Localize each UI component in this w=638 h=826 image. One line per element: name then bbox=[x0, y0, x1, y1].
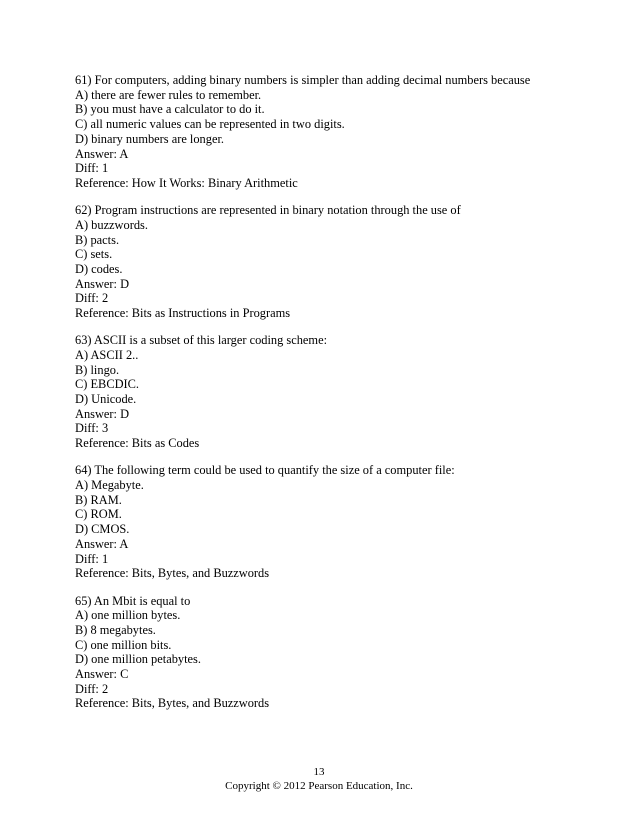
question-stem: 64) The following term could be used to quantify the size of a computer file: bbox=[75, 463, 455, 478]
reference: Reference: Bits as Codes bbox=[75, 436, 200, 451]
answer-option-b: B) 8 megabytes. bbox=[75, 622, 156, 637]
answer-option-a: A) Megabyte. bbox=[75, 478, 144, 493]
answer-key: Answer: D bbox=[75, 276, 130, 291]
question-list bbox=[75, 73, 615, 724]
answer-option-a: A) buzzwords. bbox=[75, 217, 148, 232]
question-stem: 63) ASCII is a subset of this larger coding scheme: bbox=[75, 333, 328, 348]
difficulty: Diff: 1 bbox=[75, 551, 109, 566]
question-stem: 65) An Mbit is equal to bbox=[75, 593, 191, 608]
page-number: 13 bbox=[313, 766, 325, 778]
answer-option-c: C) one million bits. bbox=[75, 637, 172, 652]
difficulty: Diff: 1 bbox=[75, 161, 109, 176]
answer-key: Answer: A bbox=[75, 536, 129, 551]
answer-option-d: D) CMOS. bbox=[75, 522, 130, 537]
answer-option-c: C) EBCDIC. bbox=[75, 377, 140, 392]
reference: Reference: Bits as Instructions in Programs bbox=[75, 306, 291, 321]
answer-key: Answer: A bbox=[75, 146, 129, 161]
question-63 bbox=[75, 333, 615, 451]
difficulty: Diff: 2 bbox=[75, 681, 109, 696]
answer-option-a: A) one million bytes. bbox=[75, 608, 181, 623]
difficulty: Diff: 2 bbox=[75, 291, 109, 306]
copyright-notice: Copyright © 2012 Pearson Education, Inc. bbox=[225, 780, 413, 792]
answer-option-a: A) there are fewer rules to remember. bbox=[75, 87, 262, 102]
answer-option-c: C) all numeric values can be represented in two digits. bbox=[75, 117, 345, 132]
answer-option-b: B) pacts. bbox=[75, 232, 120, 247]
answer-option-b: B) lingo. bbox=[75, 362, 120, 377]
answer-option-d: D) codes. bbox=[75, 261, 123, 276]
reference: Reference: How It Works: Binary Arithmetic bbox=[75, 175, 298, 190]
question-61 bbox=[75, 73, 615, 191]
answer-option-b: B) RAM. bbox=[75, 492, 122, 507]
question-62 bbox=[75, 203, 615, 321]
question-64 bbox=[75, 463, 615, 581]
difficulty: Diff: 3 bbox=[75, 421, 109, 436]
answer-key: Answer: D bbox=[75, 406, 130, 421]
answer-option-d: D) Unicode. bbox=[75, 392, 137, 407]
question-65 bbox=[75, 594, 615, 712]
question-stem: 61) For computers, adding binary numbers is simpler than adding decimal numbers because bbox=[75, 73, 531, 87]
answer-option-c: C) ROM. bbox=[75, 507, 122, 522]
answer-option-d: D) one million petabytes. bbox=[75, 652, 201, 667]
answer-option-b: B) you must have a calculator to do it. bbox=[75, 102, 265, 117]
answer-option-c: C) sets. bbox=[75, 247, 113, 262]
reference: Reference: Bits, Bytes, and Buzzwords bbox=[75, 566, 270, 581]
answer-option-a: A) ASCII 2.. bbox=[75, 347, 139, 362]
answer-option-d: D) binary numbers are longer. bbox=[75, 131, 224, 146]
answer-key: Answer: C bbox=[75, 667, 129, 682]
reference: Reference: Bits, Bytes, and Buzzwords bbox=[75, 696, 270, 711]
question-stem: 62) Program instructions are represented in binary notation through the use of bbox=[75, 203, 461, 218]
